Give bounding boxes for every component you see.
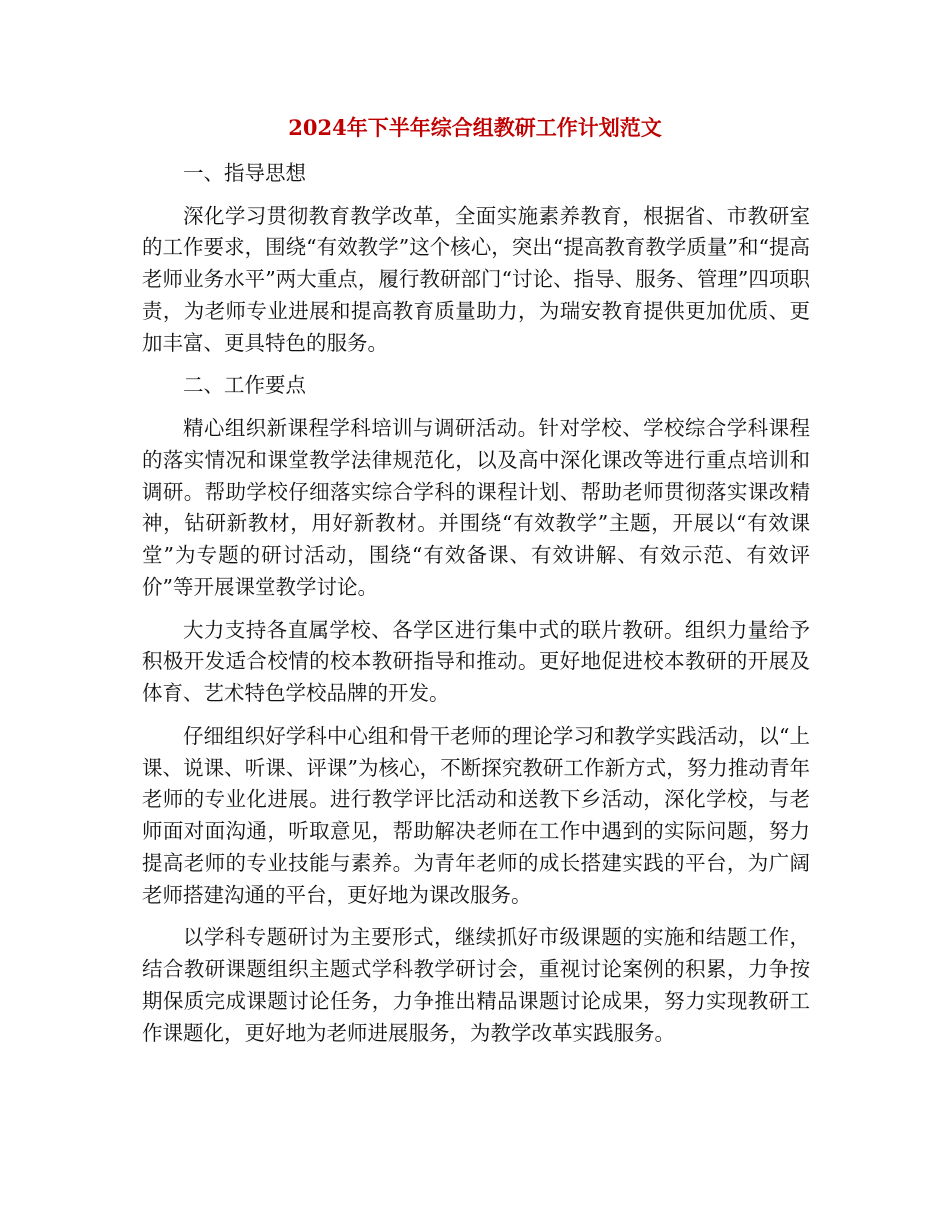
- paragraph-joint-research: 大力支持各直属学校、各学区进行集中式的联片教研。组织力量给予积极开发适合校情的校本教研指导和推动。更好地促进校本教研的开展及体育、艺术特色学校品牌的开发。: [142, 617, 810, 706]
- paragraph-topic-research: 以学科专题研讨为主要形式，继续抓好市级课题的实施和结题工作，结合教研课题组织主题式学科教学研讨会，重视讨论案例的积累，力争按期保质完成课题讨论任务，力争推出精品课题讨论成果，努力实现教研工作课题化，更好地为老师进展服务，为教学改革实践服务。: [142, 925, 810, 1045]
- paragraph-teacher-development: 仔细组织好学科中心组和骨干老师的理论学习和教学实践活动，以“上课、说课、听课、评课”为核心，不断探究教研工作新方式，努力推动青年老师的专业化进展。进行教学评比活动和送教下乡活动，深化学校，与老师面对面沟通，听取意见，帮助解决老师在工作中遇到的实际问题，努力提高老师的专业技能与素养。为青年老师的成长搭建实践的平台，为广阔老师搭建沟通的平台，更好地为课改服务。: [142, 723, 810, 907]
- paragraph-curriculum-training: 精心组织新课程学科培训与调研活动。针对学校、学校综合学科课程的落实情况和课堂教学法律规范化，以及高中深化课改等进行重点培训和调研。帮助学校仔细落实综合学科的课程计划、帮助老师贯彻落实课改精神，钻研新教材，用好新教材。并围绕“有效教学”主题，开展以“有效课堂”为专题的研讨活动，围绕“有效备课、有效讲解、有效示范、有效评价”等开展课堂教学讨论。: [142, 415, 810, 599]
- document-title: 2024年下半年综合组教研工作计划范文: [288, 115, 662, 140]
- section-heading-guiding-ideology: 一、指导思想: [183, 161, 306, 185]
- document-body: [142, 158, 810, 1060]
- section-heading-work-points: 二、工作要点: [183, 373, 306, 398]
- paragraph-guiding-ideology: 深化学习贯彻教育教学改革，全面实施素养教育，根据省、市教研室的工作要求，围绕“有效教学”这个核心，突出“提高教育教学质量”和“提高老师业务水平”两大重点，履行教研部门“讨论、指导、服务、管理”四项职责，为老师专业进展和提高教育质量助力，为瑞安教育提供更加优质、更加丰富、更具特色的服务。: [142, 203, 810, 355]
